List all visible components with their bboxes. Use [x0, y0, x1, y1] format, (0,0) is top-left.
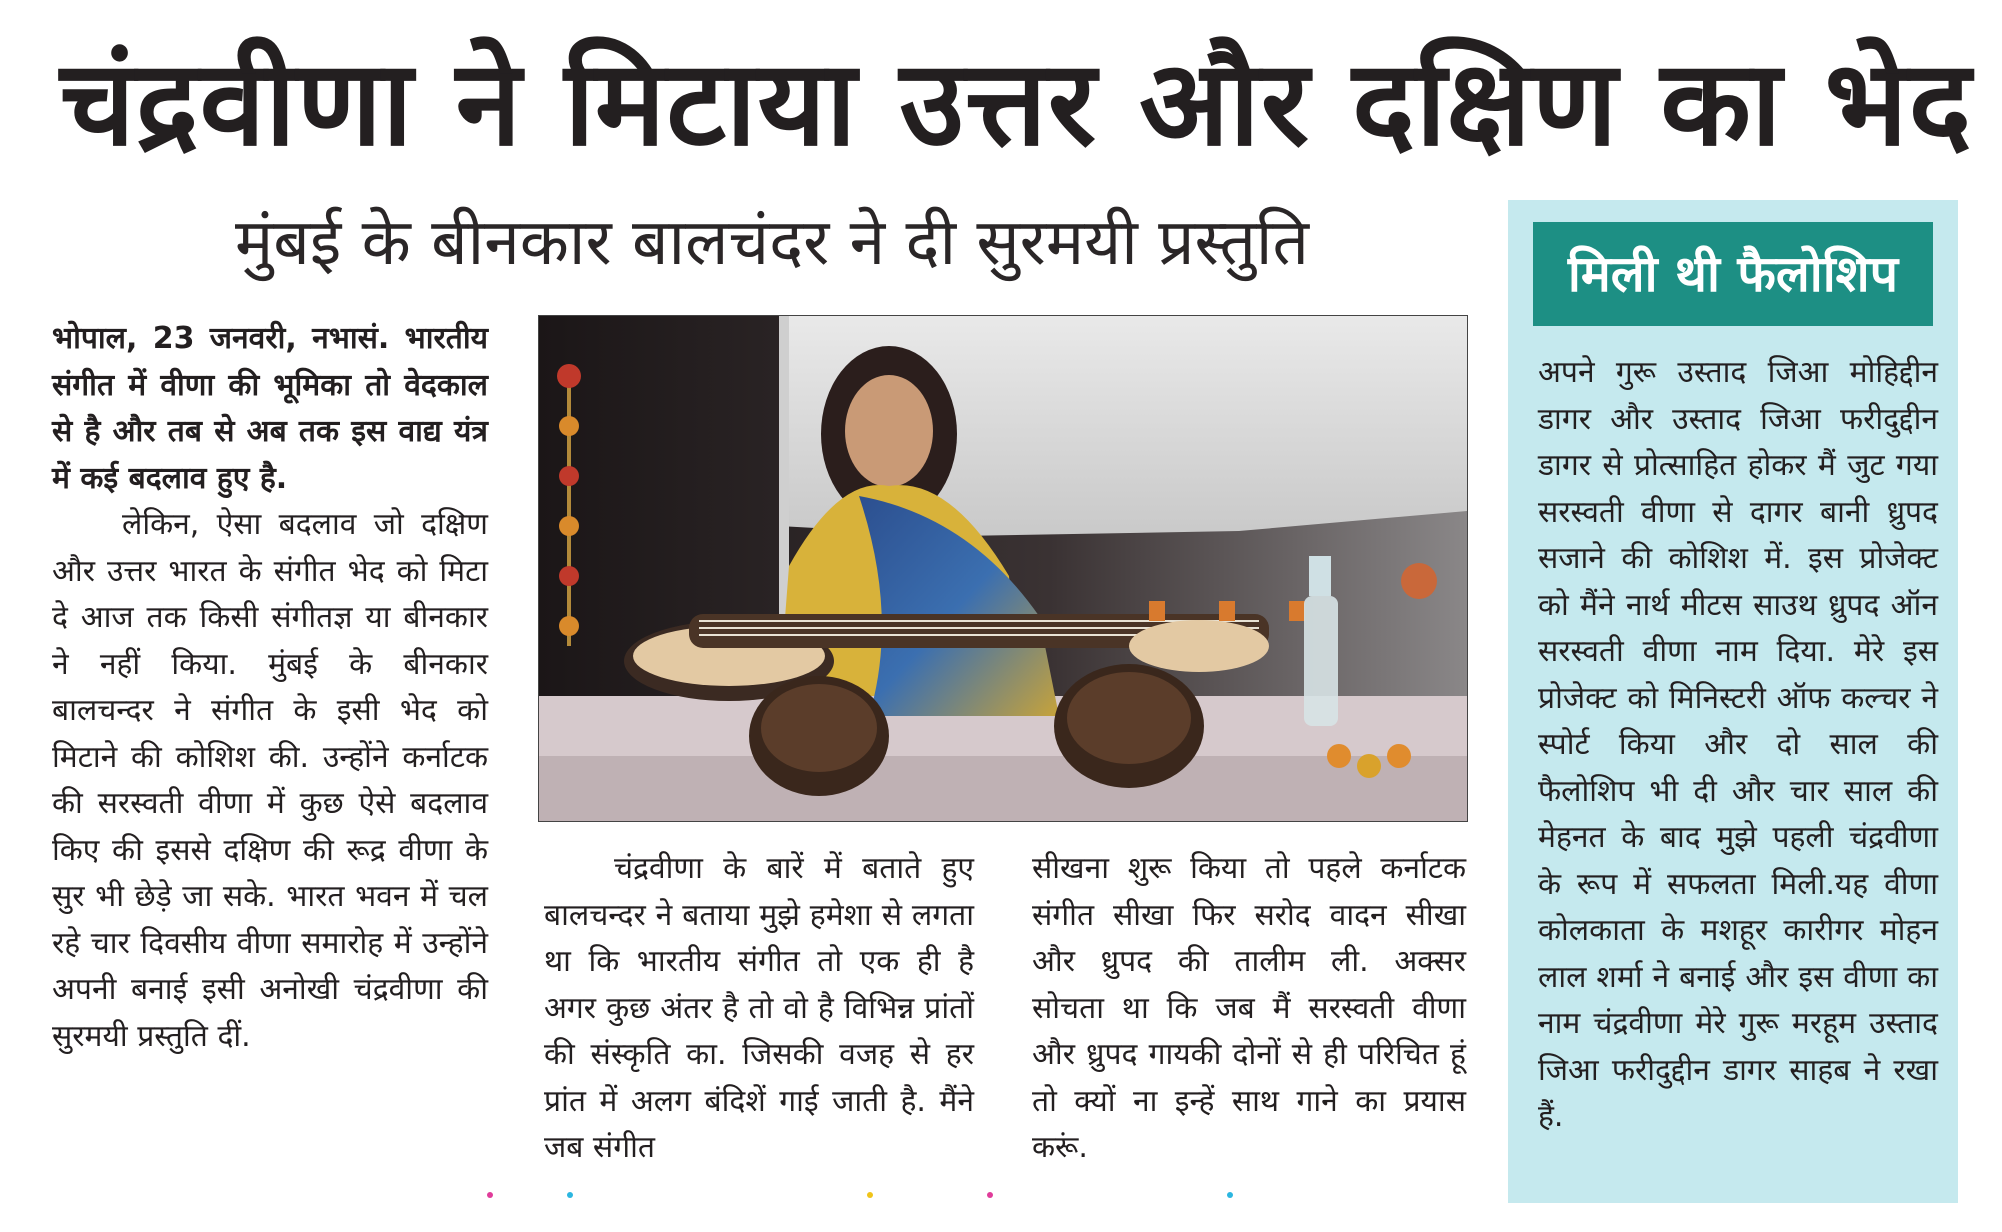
article-column-2	[544, 846, 974, 1172]
sidebar-title: मिली थी फैलोशिप	[1533, 222, 1933, 326]
print-registration-dots	[450, 1190, 1450, 1200]
article-body-3: सीखना शुरू किया तो पहले कर्नाटक संगीत सीखा फिर सरोद वादन सीखा और ध्रुपद की तालीम ली. अक्सर सोचता था कि जब मैं सरस्वती वीणा और ध्रुपद गायकी दोनों से ही परिचित हूं तो क्यों ना इन्हें साथ गाने का प्रयास करूं.	[1032, 851, 1466, 1165]
article-column-1	[52, 316, 488, 1060]
article-lead: भोपाल, 23 जनवरी, नभासं. भारतीय संगीत में वीणा की भूमिका तो वेदकाल से है और तब से अब तक इस वाद्य यंत्र में कई बदलाव हुए है.	[52, 321, 488, 496]
article-body-1: लेकिन, ऐसा बदलाव जो दक्षिण और उत्तर भारत के संगीत भेद को मिटा दे आज तक किसी संगीतज्ञ या बीनकार ने नहीं किया. मुंबई के बीनकार बालचन्दर ने संगीत के इसी भेद को मिटाने की कोशिश की. उन्होंने कर्नाटक की सरस्वती वीणा में कुछ ऐसे बदलाव किए की इससे दक्षिण की रूद्र वीणा के सुर भी छेड़े जा सके. भारत भवन में चल रहे चार दिवसीय वीणा समारोह में उन्होंने अपनी बनाई इसी अनोखी चंद्रवीणा की सुरमयी प्रस्तुति दीं.	[52, 507, 488, 1054]
article-body-2: चंद्रवीणा के बारें में बताते हुए बालचन्दर ने बताया मुझे हमेशा से लगता था कि भारतीय संगीत तो एक ही है अगर कुछ अंतर है तो वो है विभिन्न प्रांतों की संस्कृति का. जिसकी वजह से हर प्रांत में अलग बंदिशें गाई जाती है. मैंने जब संगीत	[544, 851, 974, 1165]
headline: चंद्रवीणा ने मिटाया उत्तर और दक्षिण का भेद	[60, 34, 1973, 172]
subheadline: मुंबई के बीनकार बालचंदर ने दी सुरमयी प्रस्तुति	[235, 206, 1309, 280]
sidebar-body: अपने गुरू उस्ताद जिआ मोहिद्दीन डागर और उस्ताद जिआ फरीदुद्दीन डागर से प्रोत्साहित होकर मैं जुट गया सरस्वती वीणा से दागर बानी ध्रुपद सजाने की कोशिश में. इस प्रोजेक्ट को मैंने नार्थ मीटस साउथ ध्रुपद ऑन सरस्वती वीणा नाम दिया. मेरे इस प्रोजेक्ट को मिनिस्टरी ऑफ कल्चर ने स्पोर्ट किया और दो साल की फैलोशिप भी दी और चार साल की मेहनत के बाद मुझे पहली चंद्रवीणा के रूप में सफलता मिली.यह वीणा कोलकाता के मशहूर कारीगर मोहन लाल शर्मा ने बनाई और इस वीणा का नाम चंद्रवीणा मेरे गुरू मरहूम उस्ताद जिआ फरीदुद्दीन डागर साहब ने रखा हैं.	[1538, 355, 1938, 1134]
article-column-3	[1032, 846, 1466, 1172]
photo-illustration	[539, 316, 1467, 821]
performer-photo	[538, 315, 1468, 822]
sidebar-box	[1508, 200, 1958, 1203]
